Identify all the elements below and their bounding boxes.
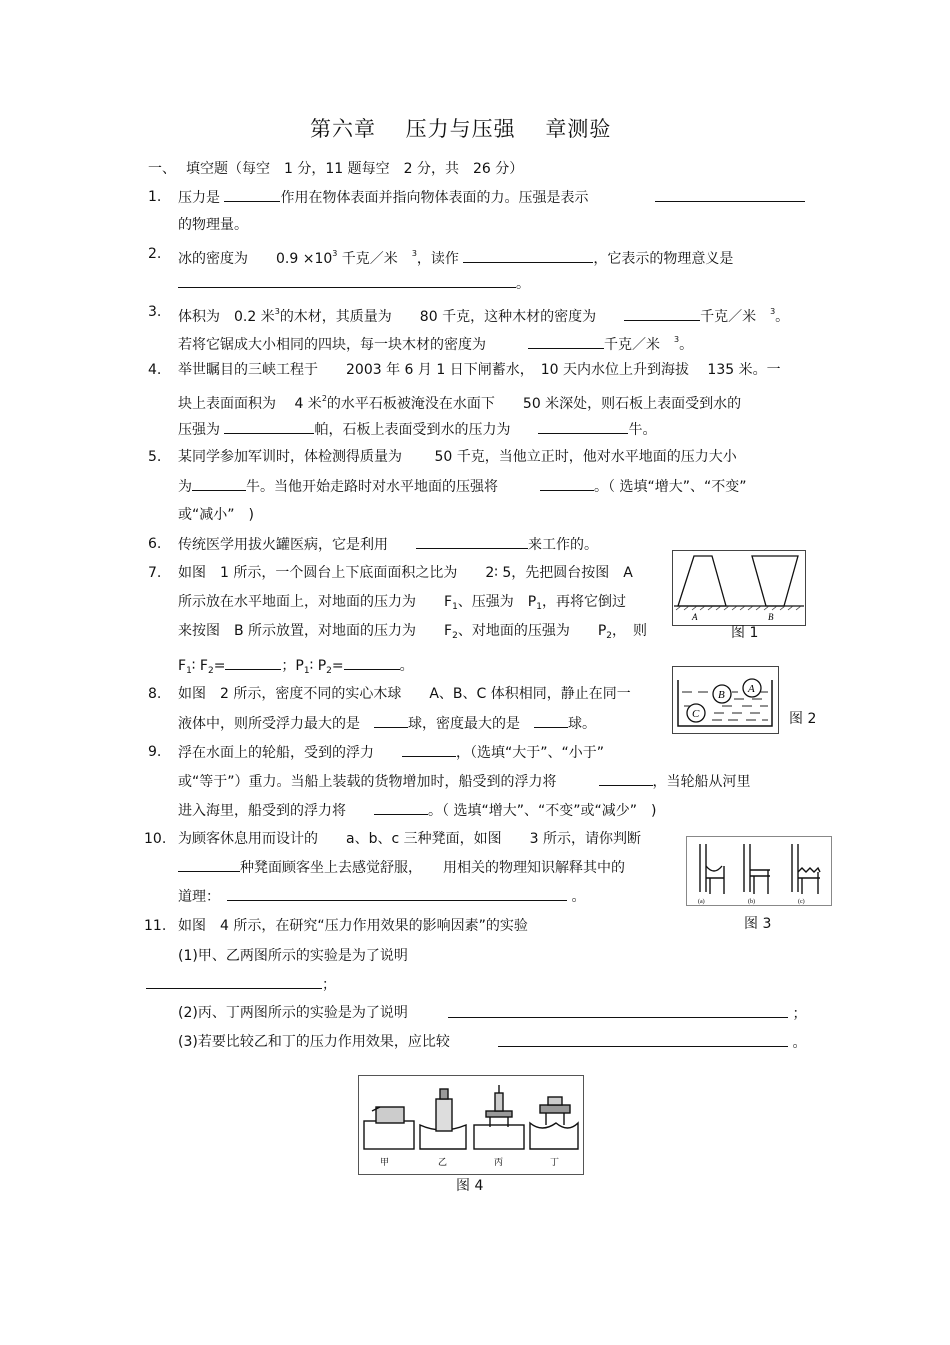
figure-4-label-jia: 甲	[380, 1158, 390, 1168]
figure-2-balls-in-liquid	[672, 666, 779, 734]
figure-3-label-c: (c)	[798, 899, 805, 905]
figure-1-frustums	[672, 550, 806, 626]
question-11-part-1: (1)甲、乙两图所示的实验是为了说明	[178, 948, 408, 964]
question-11-line-1: 如图 4 所示，在研究“压力作用效果的影响因素”的实验	[178, 918, 528, 934]
answer-blank[interactable]	[178, 274, 516, 288]
answer-blank[interactable]	[599, 772, 653, 786]
figure-2-caption: 图 2	[789, 711, 817, 727]
question-1-blank-2[interactable]	[655, 188, 805, 207]
answer-blank[interactable]	[448, 1004, 788, 1018]
question-number: 2.	[148, 246, 162, 262]
answer-blank[interactable]	[528, 335, 604, 349]
answer-blank[interactable]	[624, 307, 700, 321]
answer-blank[interactable]	[416, 535, 528, 549]
question-9-line-3: 进入海里，船受到的浮力将 。（ 选填“增大”、“不变”或“减少” )	[178, 803, 657, 819]
answer-blank[interactable]	[224, 420, 314, 434]
section-heading: 填空题（每空 1 分，11 题每空 2 分，共 26 分）	[186, 161, 524, 177]
answer-blank[interactable]	[374, 714, 408, 728]
figure-1-label-b: B	[768, 612, 774, 622]
answer-blank[interactable]	[344, 656, 400, 670]
question-number: 1.	[148, 189, 162, 205]
question-11-part-2: (2)丙、丁两图所示的实验是为了说明	[178, 1005, 408, 1021]
question-5-line-3: 或“减小” )	[178, 507, 254, 523]
question-number: 6.	[148, 536, 162, 552]
question-7-line-3: 来按图 B 所示放置，对地面的压力为 $F_2$、对地面的压强为 $P_2$， 则	[178, 623, 648, 641]
answer-blank[interactable]	[463, 249, 593, 263]
question-4-line-2: 块上表面面积为 4 米$^2$的水平石板被淹没在水面下 50 米深处，则石板上表面受到水的	[178, 394, 742, 412]
answer-blank[interactable]	[498, 1033, 788, 1047]
answer-blank[interactable]	[540, 477, 594, 491]
figure-4-caption: 图 4	[456, 1178, 484, 1194]
figure-4-experiment	[358, 1075, 584, 1175]
question-number: 8.	[148, 686, 162, 702]
question-number: 7.	[148, 565, 162, 581]
question-number: 11.	[144, 918, 167, 934]
answer-blank[interactable]	[402, 743, 456, 757]
answer-blank[interactable]	[225, 656, 281, 670]
question-2-line-1: 冰的密度为 $0.9 \times 10^3$ 千克／米 $^3$，读作 ，它表示的物理意义是	[178, 249, 734, 267]
figure-3-label-a: (a)	[698, 899, 705, 905]
ball-b-label: B	[718, 689, 725, 701]
figure-4-label-ding: 丁	[550, 1158, 560, 1168]
question-3-line-1: 体积为 0.2 米$^3$的木材，其质量为 80 千克，这种木材的密度为 千克／米 $^3$。	[178, 307, 790, 325]
question-5-line-2: 为 牛。当他开始走路时对水平地面的压强将 。（ 选填“增大”、“不变”	[178, 479, 747, 495]
question-7-line-2: 所示放在水平地面上，对地面的压力为 $F_1$、压强为 $P_1$，再将它倒过	[178, 594, 626, 612]
figure-3-label-b: (b)	[748, 899, 755, 905]
question-number: 10.	[144, 831, 167, 847]
question-5-line-1: 某同学参加军训时，体检测得质量为 50 千克，当他立正时，他对水平地面的压力大小	[178, 449, 737, 465]
question-number: 9.	[148, 744, 162, 760]
answer-blank[interactable]	[192, 477, 246, 491]
figure-3-stools	[686, 836, 832, 906]
question-number: 5.	[148, 449, 162, 465]
figure-1-label-a: A	[692, 612, 698, 622]
question-4-line-1: 举世瞩目的三峡工程于 2003 年 6 月 1 日下闸蓄水， 10 天内水位上升到海拔 135 米。一	[178, 362, 781, 378]
question-number: 4.	[148, 362, 162, 378]
ball-a-label: A	[748, 683, 755, 695]
question-11-part-3-answer: 。	[498, 1033, 806, 1052]
figure-4-label-bing: 丙	[494, 1158, 504, 1168]
question-8-line-1: 如图 2 所示，密度不同的实心木球 A、B、C 体积相同，静止在同一	[178, 686, 631, 702]
question-8-line-2: 液体中，则所受浮力最大的是 球，密度最大的是 球。	[178, 716, 596, 732]
answer-blank[interactable]	[146, 975, 322, 989]
question-7-line-4: $F_1∶$ $F_2=$ ；$P_1∶$ $P_2=$ 。	[178, 658, 414, 676]
question-10-line-3: 道理： 。	[178, 889, 586, 905]
question-6-line-1: 传统医学用拔火罐医病，它是利用 来工作的。	[178, 537, 598, 553]
figure-3-caption: 图 3	[744, 916, 772, 932]
answer-blank[interactable]	[227, 887, 567, 901]
question-11-part-3: (3)若要比较乙和丁的压力作用效果，应比较	[178, 1034, 450, 1050]
question-10-line-2: 种凳面顾客坐上去感觉舒服， 用相关的物理知识解释其中的	[178, 858, 625, 877]
question-1-line-2: 的物理量。	[178, 217, 248, 233]
question-7-line-1: 如图 1 所示，一个圆台上下底面面积之比为 2∶ 5，先把圆台按图 A	[178, 565, 633, 581]
question-9-line-2: 或“等于”）重力。当船上装载的货物增加时，船受到的浮力将 ，当轮船从河里	[178, 774, 751, 790]
answer-blank[interactable]	[534, 714, 568, 728]
question-11-part-2-answer: ；	[448, 1004, 806, 1023]
question-2-line-2: 。	[178, 274, 530, 293]
answer-blank[interactable]	[374, 801, 428, 815]
answer-blank[interactable]	[178, 858, 240, 872]
section-label: 一、	[148, 161, 176, 177]
page-title: 第六章 压力与压强 章测验	[310, 117, 612, 141]
answer-blank[interactable]	[538, 420, 628, 434]
ball-c-label: C	[692, 708, 700, 720]
question-10-line-1: 为顾客休息用而设计的 a、b、c 三种凳面，如图 3 所示，请你判断	[178, 831, 641, 847]
question-3-line-2: 若将它锯成大小相同的四块，每一块木材的密度为 千克／米 $^3$。	[178, 335, 694, 353]
answer-blank[interactable]	[224, 188, 280, 202]
question-9-line-1: 浮在水面上的轮船，受到的浮力 ，（选填“大于”、“小于”	[178, 745, 605, 761]
question-1-line-1: 压力是 作用在物体表面并指向物体表面的力。压强是表示	[178, 190, 589, 206]
figure-4-label-yi: 乙	[438, 1158, 448, 1168]
question-11-part-1-answer: ；	[146, 975, 336, 994]
question-4-line-3: 压强为 帕，石板上表面受到水的压力为 牛。	[178, 422, 657, 438]
figure-1-caption: 图 1	[731, 625, 759, 641]
question-number: 3.	[148, 304, 162, 320]
